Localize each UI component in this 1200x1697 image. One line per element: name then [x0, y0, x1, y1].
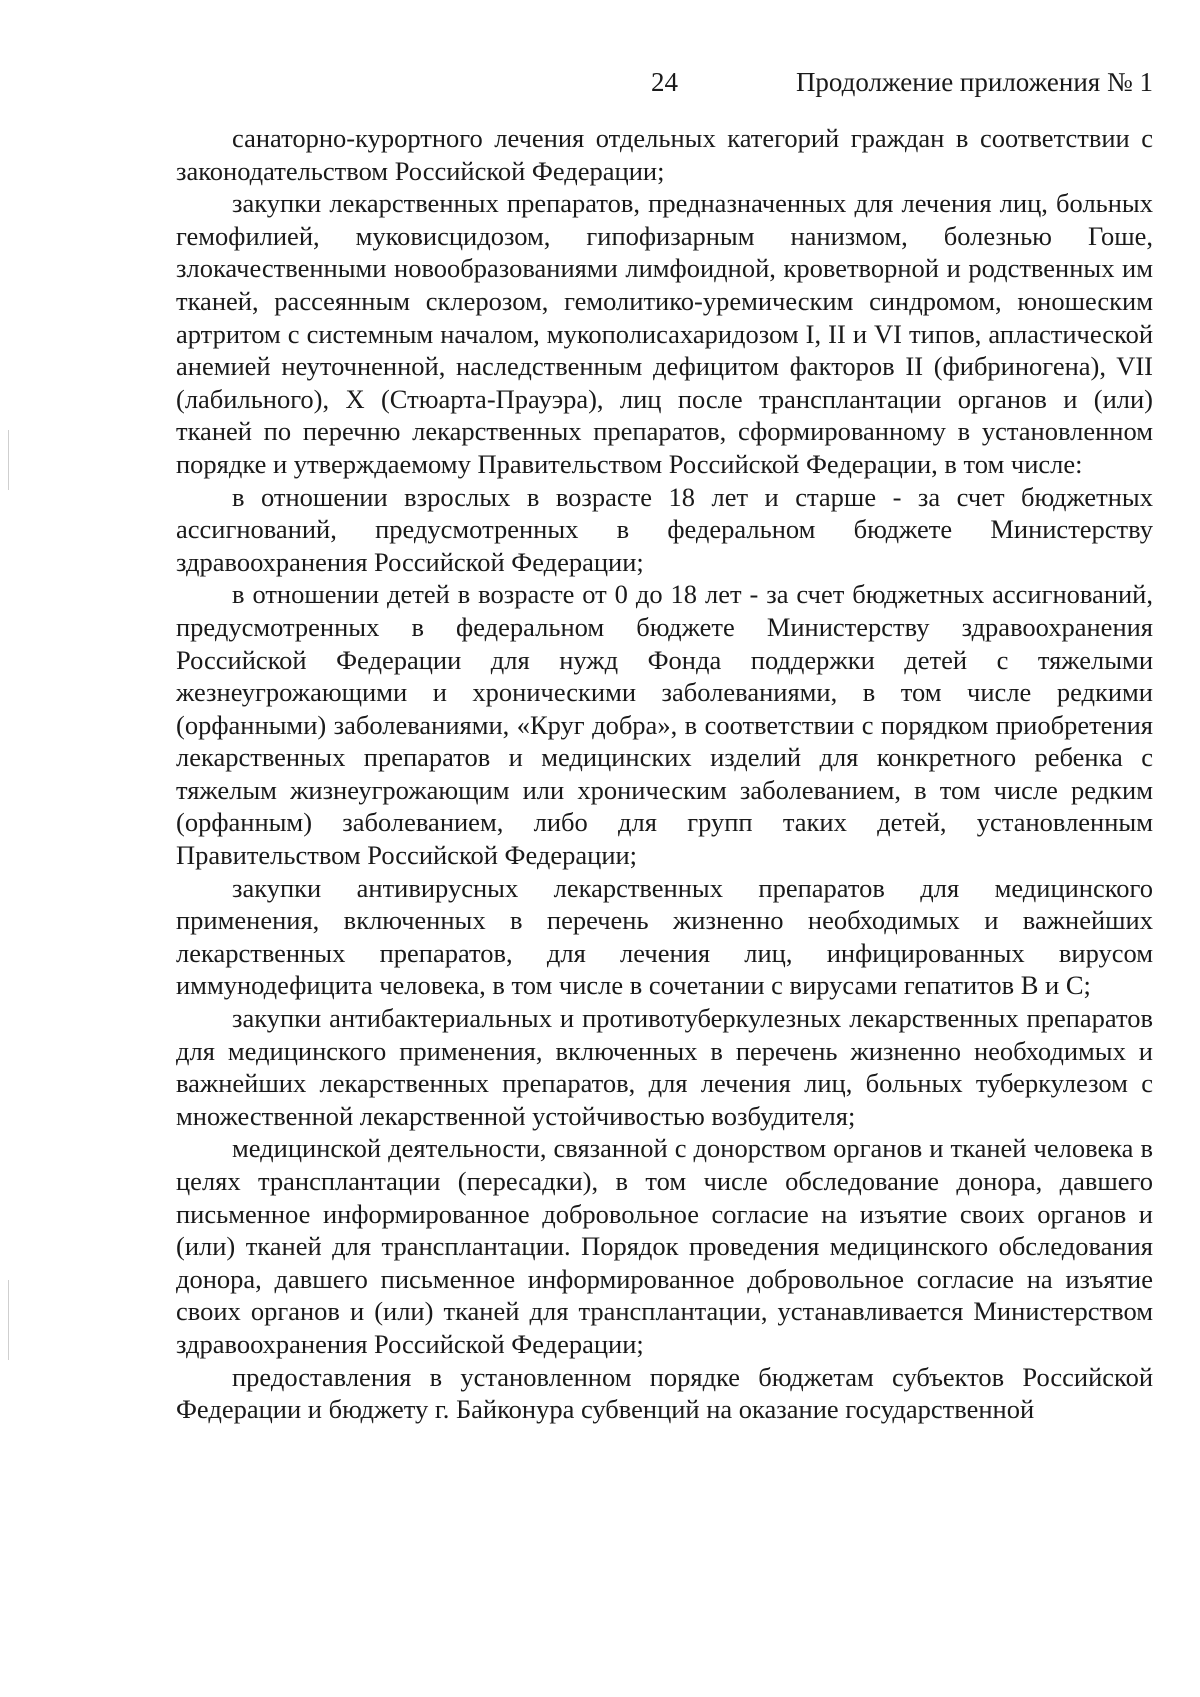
page-header — [176, 62, 1153, 102]
page-number: 24 — [651, 67, 678, 97]
paragraph: в отношении детей в возрасте от 0 до 18 лет - за счет бюджетных ассигнований, предусмотренных в федеральном бюджете Министерству здравоохранения Российской Федерации для нужд Фонда поддержки детей с тяжелыми жезнеугрожающими и хроническими заболеваниями, в том числе редкими (орфанными) заболеваниями, «Круг добра», в соответствии с порядком приобретения лекарственных препаратов и медицинских изделий для конкретного ребенка с тяжелым жизнеугрожающим или хроническим заболеванием, в том числе редким (орфанным) заболеванием, либо для групп таких детей, установленным Правительством Российской Федерации; — [176, 579, 1153, 871]
document-body — [176, 122, 1153, 1426]
paragraph: в отношении взрослых в возрасте 18 лет и старше - за счет бюджетных ассигнований, предусмотренных в федеральном бюджете Министерству здравоохранения Российской Федерации; — [176, 481, 1153, 577]
paragraph: медицинской деятельности, связанной с донорством органов и тканей человека в целях трансплантации (пересадки), в том числе обследование донора, давшего письменное информированное добровольное согласие на изъятие своих органов и (или) тканей для трансплантации. Порядок проведения медицинского обследования донора, давшего письменное информированное добровольное согласие на изъятие своих органов и (или) тканей для трансплантации, устанавливается Министерством здравоохранения Российской Федерации; — [176, 1133, 1153, 1359]
scan-edge-mark — [8, 430, 9, 490]
paragraph: предоставления в установленном порядке бюджетам субъектов Российской Федерации и бюджету г. Байконура субвенций на оказание государственной — [176, 1361, 1153, 1425]
paragraph: закупки антивирусных лекарственных препаратов для медицинского применения, включенных в перечень жизненно необходимых и важнейших лекарственных препаратов, для лечения лиц, инфицированных вирусом иммунодефицита человека, в том числе в сочетании с вирусами гепатитов B и C; — [176, 872, 1153, 1001]
paragraph: санаторно-курортного лечения отдельных категорий граждан в соответствии с законодательством Российской Федерации; — [176, 123, 1153, 186]
paragraph: закупки антибактериальных и противотуберкулезных лекарственных препаратов для медицинского применения, включенных в перечень жизненно необходимых и важнейших лекарственных препаратов, для лечения лиц, больных туберкулезом с множественной лекарственной устойчивостью возбудителя; — [176, 1003, 1153, 1131]
paragraph: закупки лекарственных препаратов, предназначенных для лечения лиц, больных гемофилией, муковисцидозом, гипофизарным нанизмом, болезнью Гоше, злокачественными новообразованиями лимфоидной, кроветворной и родственных им тканей, рассеянным склерозом, гемолитико-уремическим синдромом, юношеским артритом с системным началом, мукополисахаридозом I, II и VI типов, апластической анемией неуточненной, наследственным дефицитом факторов II (фибриногена), VII (лабильного), X (Стюарта-Прауэра), лиц после трансплантации органов и (или) тканей по перечню лекарственных препаратов, сформированному в установленном порядке и утверждаемому Правительством Российской Федерации, в том числе: — [176, 188, 1153, 479]
scan-edge-mark — [8, 1280, 9, 1360]
appendix-continuation-label: Продолжение приложения № 1 — [795, 67, 1153, 97]
